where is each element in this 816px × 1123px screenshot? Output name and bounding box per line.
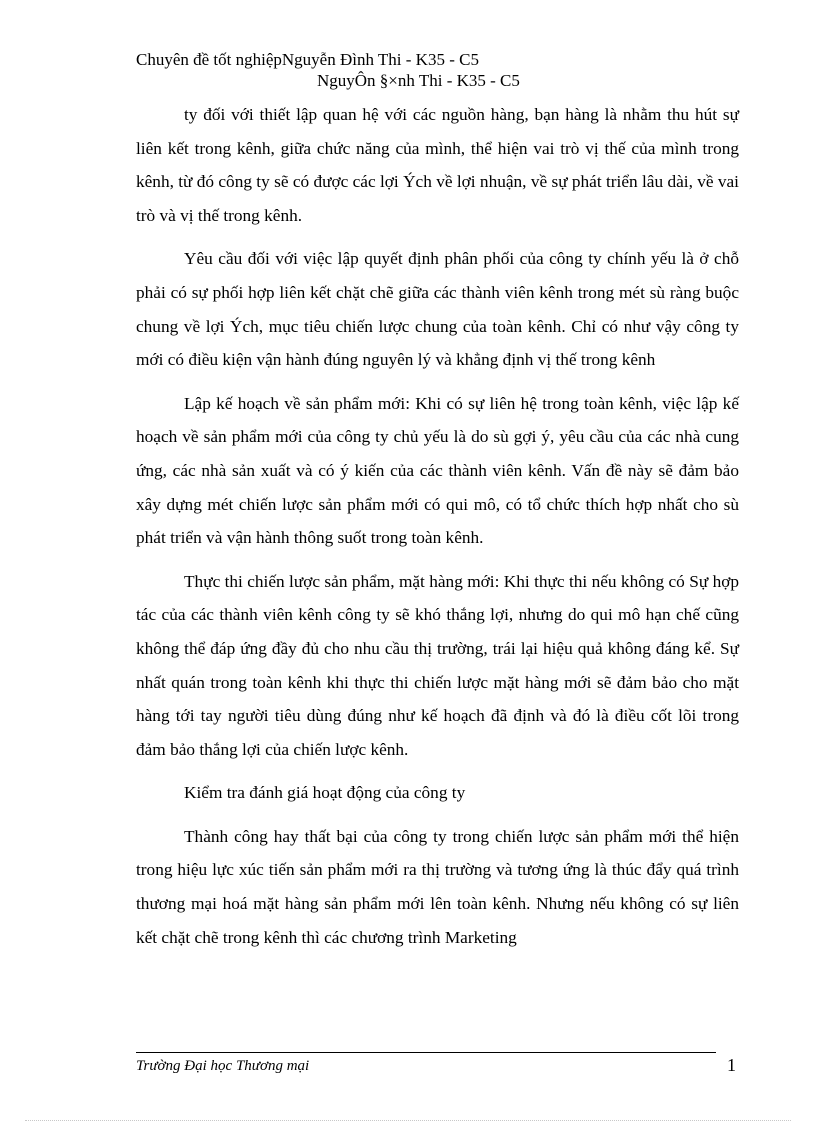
document-body xyxy=(136,98,739,964)
paragraph: Thực thi chiến lược sản phẩm, mặt hàng mới: Khi thực thi nếu không có Sự hợp tác của các thành viên kênh công ty sẽ khó thắng lợi, nhưng do qui mô hạn chế cũng không thể đáp ứng đầy đủ cho nhu cầu thị trường, trái lại hiệu quả không đáng kể. Sự nhất quán trong toàn kênh khi thực thi chiến lược mặt hàng mới sẽ đảm bảo cho mặt hàng tới tay người tiêu dùng đúng như kế hoạch đã định và đó là điều cốt lõi trong đảm bảo thắng lợi của chiến lược kênh. xyxy=(136,571,739,759)
page-edge-divider xyxy=(25,1120,791,1121)
paragraph: Lập kế hoạch về sản phẩm mới: Khi có sự liên hệ trong toàn kênh, việc lập kế hoạch về sản phẩm mới của công ty chủ yếu là do sù gợi ý, yêu cầu của các nhà cung ứng, các nhà sản xuất và có ý kiến của các thành viên kênh. Vấn đề này sẽ đảm bảo xây dựng mét chiến lược sản phẩm mới có qui mô, có tổ chức thích hợp nhất cho sù phát triển và vận hành thông suốt trong toàn kênh. xyxy=(136,393,739,548)
footer-divider xyxy=(136,1052,716,1053)
footer-school-name: Trường Đại học Thương mại xyxy=(136,1058,310,1074)
paragraph: Yêu cầu đối với việc lập quyết định phân phối của công ty chính yếu là ở chỗ phải có sự phối hợp liên kết chặt chẽ giữa các thành viên kênh trong mét sù ràng buộc chung về lợi Ých, mục tiêu chiến lược chung của toàn kênh. Chỉ có như vậy công ty mới có điều kiện vận hành đúng nguyên lý và khẳng định vị thế trong kênh xyxy=(136,249,739,370)
paragraph: Thành công hay thất bại của công ty trong chiến lược sản phẩm mới thể hiện trong hiệu lực xúc tiến sản phẩm mới ra thị trường và tương ứng là thúc đẩy quá trình thương mại hoá mặt hàng sản phẩm mới lên toàn kênh. Nhưng nếu không có sự liên kết chặt chẽ trong kênh thì các chương trình Marketing xyxy=(136,826,739,947)
page-number: 1 xyxy=(727,1055,736,1075)
section-heading: Kiểm tra đánh giá hoạt động của công ty xyxy=(184,783,466,803)
running-header: Chuyên đề tốt nghiệpNguyễn Đình Thi - K35 - C5 xyxy=(136,50,479,69)
running-header-garbled: NguyÔn §×nh Thi - K35 - C5 xyxy=(317,71,520,90)
paragraph: ty đối với thiết lập quan hệ với các nguồn hàng, bạn hàng là nhằm thu hút sự liên kết trong kênh, giữa chức năng của mình, thể hiện vai trò vị thế của mình trong kênh, từ đó công ty sẽ có được các lợi Ých về lợi nhuận, về sự phát triển lâu dài, về vai trò và vị thế trong kênh. xyxy=(136,105,739,225)
